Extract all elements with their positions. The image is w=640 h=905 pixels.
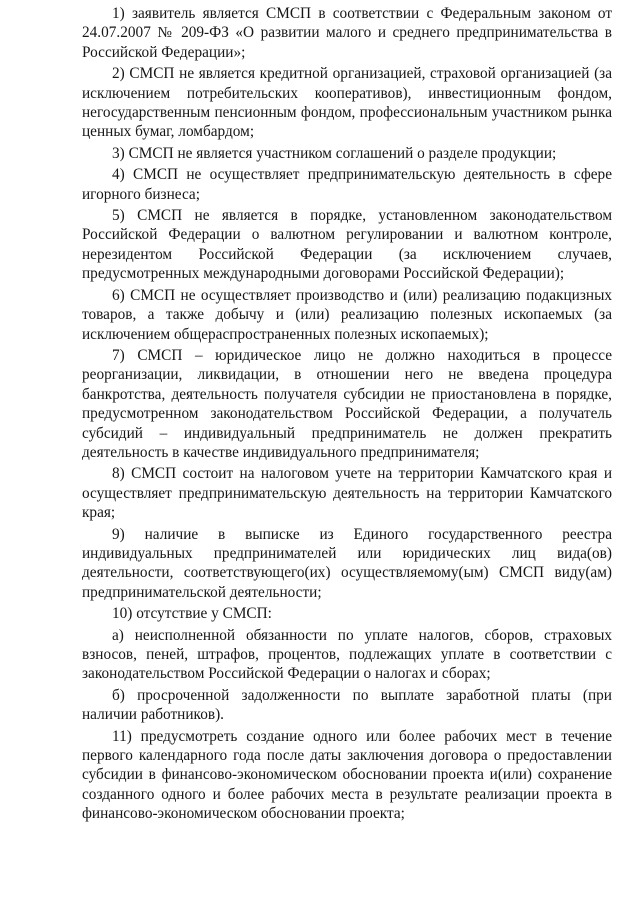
paragraph-9: 9) наличие в выписке из Единого государственного реестра индивидуальных предпринимателей или юридических лиц вида(ов) деятельности, соответствующего(их) осуществляемому(ым) СМСП виду(ам) предпринимательской деятельности;	[82, 525, 612, 601]
paragraph-11: 11) предусмотреть создание одного или более рабочих мест в течение первого календарного года после даты заключения договора о предоставлении субсидии в финансово-экономическом обосновании проекта и(или) сохранение созданного одного и более рабочих места в результате реализации проекта в финансово-экономическом обосновании проекта;	[82, 727, 612, 823]
paragraph-10: 10) отсутствие у СМСП:	[112, 605, 272, 623]
paragraph-7: 7) СМСП – юридическое лицо не должно находиться в процессе реорганизации, ликвидации, в отношении него не введена процедура банкротства, деятельность получателя субсидии не приостановлена в порядке, предусмотренном законодательством Российской Федерации, а получатель субсидий – индивидуальный предприниматель не должен прекратить деятельность в качестве индивидуального предпринимателя;	[82, 346, 612, 461]
paragraph-10a: а) неисполненной обязанности по уплате налогов, сборов, страховых взносов, пеней, штрафов, процентов, подлежащих уплате в соответствии с законодательством Российской Федерации о налогах и сборах;	[82, 626, 612, 683]
paragraph-8: 8) СМСП состоит на налоговом учете на территории Камчатского края и осуществляет предпринимательскую деятельность на территории Камчатского края;	[82, 465, 612, 522]
paragraph-3: 3) СМСП не является участником соглашений о разделе продукции;	[112, 144, 557, 162]
paragraph-10b: б) просроченной задолженности по выплате заработной платы (при наличии работников).	[82, 686, 612, 724]
paragraph-4: 4) СМСП не осуществляет предпринимательскую деятельность в сфере игорного бизнеса;	[82, 166, 612, 203]
paragraph-6: 6) СМСП не осуществляет производство и (или) реализацию подакцизных товаров, а также добычу и (или) реализацию полезных ископаемых (за исключением общераспространенных полезных ископаемых);	[82, 286, 612, 343]
paragraph-1: 1) заявитель является СМСП в соответствии с Федеральным законом от 24.07.2007 № 209-ФЗ «О развитии малого и среднего предпринимательства в Российской Федерации»;	[82, 5, 612, 61]
paragraph-5: 5) СМСП не является в порядке, установленном законодательством Российской Федерации о валютном регулировании и валютном контроле, нерезидентом Российской Федерации (за исключением случаев, предусмотренных международными договорами Российской Федерации);	[82, 207, 612, 283]
paragraph-2: 2) СМСП не является кредитной организацией, страховой организацией (за исключением потребительских кооперативов), инвестиционным фондом, негосударственным пенсионным фондом, профессиональным участником рынка ценных бумаг, ломбардом;	[82, 65, 612, 141]
